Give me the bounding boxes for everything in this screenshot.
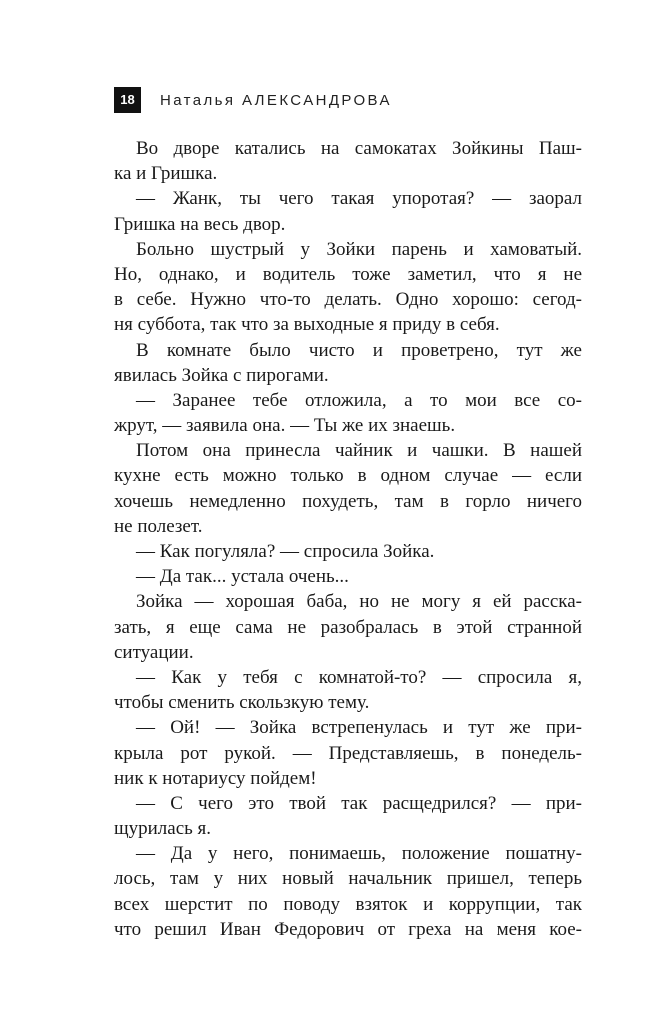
text-line: — Да у него, понимаешь, положение пошатну- bbox=[136, 843, 582, 865]
text-line: щурилась я. bbox=[114, 818, 212, 840]
text-line: — Заранее тебе отложила, а то мои все со- bbox=[136, 389, 582, 411]
text-line: жрут, — заявила она. — Ты же их знаешь. bbox=[114, 415, 456, 437]
text-line: Во дворе катались на самокатах Зойкины Паш- bbox=[136, 138, 582, 159]
text-line: — С чего это твой так расщедрился? — при- bbox=[136, 792, 582, 814]
author-name: Наталья АЛЕКСАНДРОВА bbox=[160, 91, 392, 109]
text-line: ня суббота, так что за выходные я приду в себя. bbox=[114, 314, 500, 336]
text-line: чтобы сменить скользкую тему. bbox=[114, 692, 370, 714]
page-number: 18 bbox=[114, 87, 141, 113]
text-line: ситуации. bbox=[114, 641, 194, 663]
text-line: ник к нотариусу пойдем! bbox=[114, 767, 317, 789]
text-line: ка и Гришка. bbox=[114, 163, 218, 185]
text-line: в себе. Нужно что-то делать. Одно хорошо: сегод- bbox=[114, 289, 582, 311]
text-line: крыла рот рукой. — Представляешь, в понедель- bbox=[114, 742, 582, 764]
text-line: хочешь немедленно похудеть, там в горло ничего bbox=[114, 490, 582, 512]
text-line: явилась Зойка с пирогами. bbox=[114, 364, 329, 386]
text-line: не полезет. bbox=[114, 515, 203, 537]
text-line: — Ой! — Зойка встрепенулась и тут же при- bbox=[136, 717, 582, 739]
text-line: Потом она принесла чайник и чашки. В нашей bbox=[136, 440, 582, 462]
text-line: всех шерстит по поводу взяток и коррупции, так bbox=[114, 893, 582, 915]
text-line: — Да так... устала очень... bbox=[136, 566, 349, 588]
running-header bbox=[114, 87, 392, 113]
text-line: Но, однако, и водитель тоже заметил, что я не bbox=[114, 263, 582, 285]
text-line: Больно шустрый у Зойки парень и хамоватый. bbox=[136, 238, 582, 260]
text-line: — Как у тебя с комнатой-то? — спросила я, bbox=[136, 666, 582, 688]
text-line: — Как погуляла? — спросила Зойка. bbox=[136, 541, 435, 562]
text-line: зать, я еще сама не разобралась в этой странной bbox=[114, 616, 582, 638]
text-line: Зойка — хорошая баба, но не могу я ей расска- bbox=[136, 591, 582, 613]
text-line: — Жанк, ты чего такая упоротая? — заорал bbox=[136, 188, 582, 210]
body-text bbox=[114, 136, 582, 942]
text-line: лось, там у них новый начальник пришел, теперь bbox=[114, 868, 582, 890]
text-line: Гришка на весь двор. bbox=[114, 213, 286, 235]
text-line: кухне есть можно только в одном случае — если bbox=[114, 465, 582, 487]
text-line: В комнате было чисто и проветрено, тут же bbox=[136, 339, 582, 361]
text-line: что решил Иван Федорович от греха на меня кое- bbox=[114, 918, 582, 940]
